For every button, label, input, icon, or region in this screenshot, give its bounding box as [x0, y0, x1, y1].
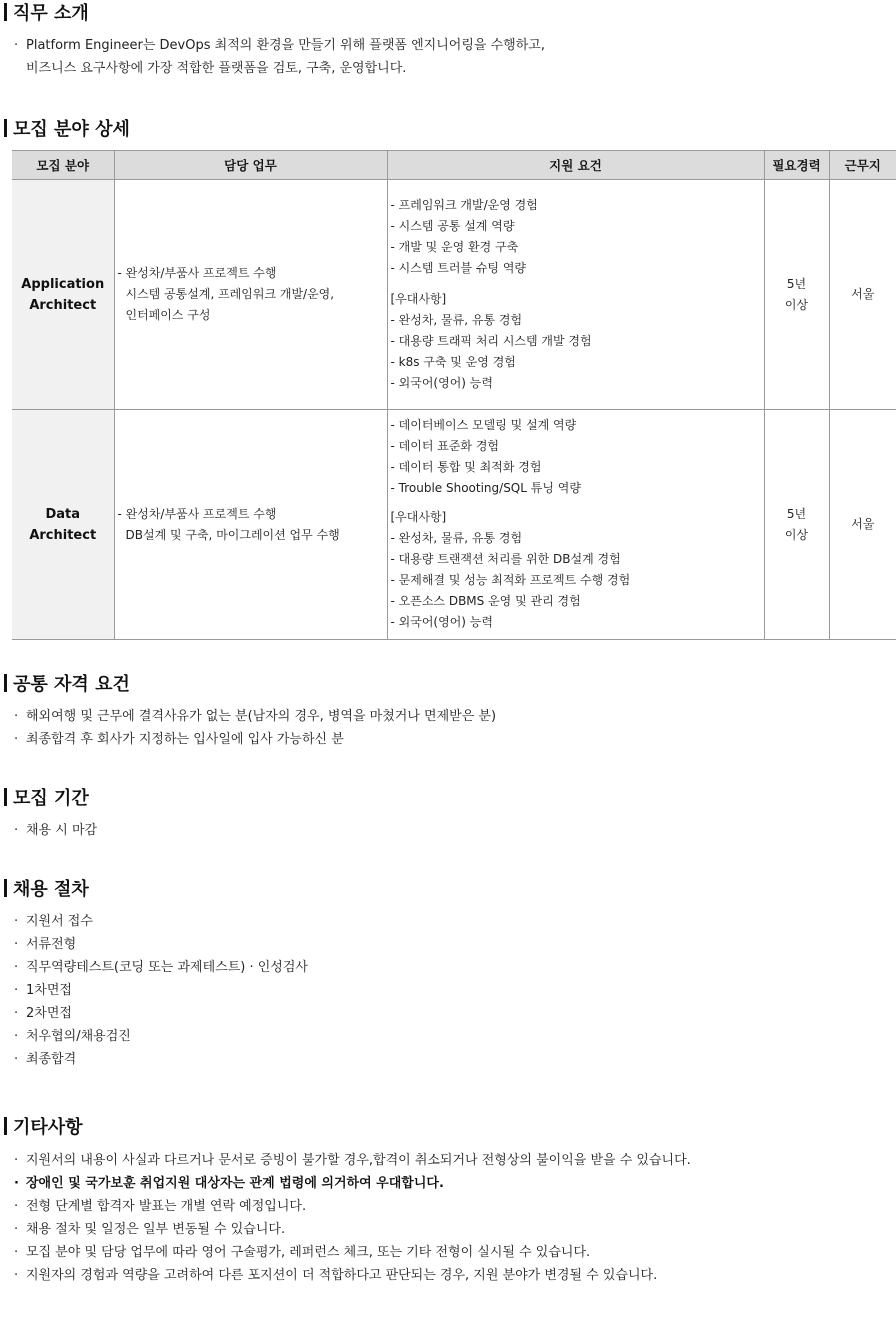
- section-bar: [4, 674, 7, 692]
- table-row: [12, 410, 896, 640]
- recruit-table: [12, 150, 896, 640]
- intro-line: 비즈니스 요구사항에 가장 적합한 플랫폼을 검토, 구축, 운영합니다.: [26, 61, 407, 76]
- duty-cell: [114, 180, 387, 410]
- list-item-emphasis: [14, 1172, 444, 1195]
- bullet: ·: [14, 937, 19, 952]
- field-name: Architect: [29, 527, 97, 543]
- list-item-text: 2차면접: [26, 1006, 72, 1021]
- list-item: [14, 956, 308, 979]
- header-duty: 담당 업무: [114, 151, 387, 180]
- section-title-process: [4, 878, 89, 902]
- table-row: [12, 180, 896, 410]
- section-bar: [4, 119, 7, 137]
- intro-line-text: Platform Engineer는 DevOps 최적의 환경을 만들기 위해 플랫폼 엔지니어링을 수행하고,: [26, 38, 545, 53]
- bullet: ·: [14, 1006, 19, 1021]
- requirement-line: - Trouble Shooting/SQL 튜닝 역량: [390, 481, 581, 495]
- list-item-text: 모집 분야 및 담당 업무에 따라 영어 구술평가, 레퍼런스 체크, 또는 기타 전형이 실시될 수 있습니다.: [26, 1245, 591, 1260]
- bullet: ·: [14, 1153, 19, 1168]
- list-item: [14, 728, 344, 751]
- duty-line: 시스템 공통설계, 프레임워크 개발/운영,: [125, 287, 335, 301]
- requirements-cell: [387, 180, 764, 410]
- bullet: ·: [14, 709, 19, 724]
- header-location: 근무지: [829, 151, 896, 180]
- preference-line: - 완성차, 물류, 유통 경험: [390, 313, 523, 327]
- bullet: ·: [14, 1245, 19, 1260]
- bullet: ·: [14, 1199, 19, 1214]
- section-title-text: 모집 기간: [13, 788, 89, 809]
- list-item-text: 채용 시 마감: [26, 823, 98, 838]
- career-cell: [764, 180, 829, 410]
- list-item: [14, 1149, 691, 1172]
- requirement-line: - 데이터베이스 모델링 및 설계 역량: [390, 418, 577, 432]
- bullet: ·: [14, 1222, 19, 1237]
- bullet: ·: [14, 914, 19, 929]
- list-item-text: 직무역량테스트(코딩 또는 과제테스트) · 인성검사: [26, 960, 308, 975]
- career-value: 5년: [786, 276, 807, 291]
- section-title-intro: [4, 2, 89, 26]
- section-title-etc: [4, 1116, 83, 1140]
- list-item: [14, 1025, 131, 1048]
- field-name: Data: [45, 506, 81, 522]
- section-bar: [4, 1117, 7, 1135]
- list-item: [14, 910, 93, 933]
- preference-line: - 대용량 트래픽 처리 시스템 개발 경험: [390, 334, 592, 348]
- requirement-line: - 개발 및 운영 환경 구축: [390, 240, 519, 254]
- list-item: [14, 1264, 657, 1287]
- field-name: Architect: [29, 297, 97, 313]
- list-item: [14, 1218, 285, 1241]
- list-item-text: 최종합격: [26, 1052, 77, 1067]
- location-cell: 서울: [829, 410, 896, 640]
- list-item-text: 해외여행 및 근무에 결격사유가 없는 분(남자의 경우, 병역을 마쳤거나 면제받은 분): [26, 709, 497, 724]
- section-title-common: [4, 673, 130, 697]
- list-item: [14, 1241, 590, 1264]
- list-item-text: 1차면접: [26, 983, 72, 998]
- preference-line: - 문제해결 및 성능 최적화 프로젝트 수행 경험: [390, 573, 631, 587]
- list-item-text: 지원자의 경험과 역량을 고려하여 다른 포지션이 더 적합하다고 판단되는 경우, 지원 분야가 변경될 수 있습니다.: [26, 1268, 658, 1283]
- bullet: ·: [14, 960, 19, 975]
- requirement-line: - 데이터 표준화 경험: [390, 439, 500, 453]
- career-value: 5년: [786, 506, 807, 521]
- bullet: ·: [14, 1176, 19, 1191]
- list-item-text: 채용 절차 및 일정은 일부 변동될 수 있습니다.: [26, 1222, 286, 1237]
- list-item: [14, 979, 72, 1002]
- field-cell: [12, 410, 114, 640]
- section-title-detail: [4, 118, 130, 142]
- preference-label: [우대사항]: [390, 510, 447, 524]
- list-item-text: 처우협의/채용검진: [26, 1029, 131, 1044]
- bullet: ·: [14, 38, 19, 53]
- preference-line: - 외국어(영어) 능력: [390, 615, 493, 629]
- list-item: [14, 1002, 72, 1025]
- duty-line: 인터페이스 구성: [125, 308, 211, 322]
- header-requirements: 지원 요건: [387, 151, 764, 180]
- field-cell: [12, 180, 114, 410]
- list-item-text: 장애인 및 국가보훈 취업지원 대상자는 관계 법령에 의거하여 우대합니다.: [26, 1176, 444, 1191]
- section-title-text: 기타사항: [13, 1117, 83, 1138]
- bullet: ·: [14, 823, 19, 838]
- header-field: 모집 분야: [12, 151, 114, 180]
- preference-line: - 완성차, 물류, 유통 경험: [390, 531, 523, 545]
- table-header-row: [12, 151, 896, 180]
- preference-line: - 오픈소스 DBMS 운영 및 관리 경험: [390, 594, 581, 608]
- section-bar: [4, 788, 7, 806]
- section-title-text: 공통 자격 요건: [13, 674, 130, 695]
- duty-line: - 완성차/부품사 프로젝트 수행: [117, 506, 277, 521]
- list-item: [14, 819, 97, 842]
- header-career: 필요경력: [764, 151, 829, 180]
- bullet: ·: [14, 1029, 19, 1044]
- duty-cell: [114, 410, 387, 640]
- section-bar: [4, 3, 7, 21]
- bullet: ·: [14, 732, 19, 747]
- preference-line: - 외국어(영어) 능력: [390, 376, 493, 390]
- section-title-text: 모집 분야 상세: [13, 119, 130, 140]
- career-cell: [764, 410, 829, 640]
- list-item-text: 지원서 접수: [26, 914, 93, 929]
- requirement-line: - 데이터 통합 및 최적화 경험: [390, 460, 542, 474]
- preference-line: - k8s 구축 및 운영 경험: [390, 355, 516, 369]
- career-value: 이상: [784, 527, 809, 542]
- preference-line: - 대용량 트랜잭션 처리를 위한 DB설계 경험: [390, 552, 621, 566]
- requirement-line: - 시스템 트러블 슈팅 역량: [390, 261, 527, 275]
- list-item: [14, 705, 496, 728]
- requirement-line: - 프레임워크 개발/운영 경험: [390, 198, 538, 212]
- career-value: 이상: [784, 297, 809, 312]
- section-bar: [4, 879, 7, 897]
- section-title-text: 직무 소개: [13, 3, 89, 24]
- duty-line: - 완성차/부품사 프로젝트 수행: [117, 266, 277, 280]
- list-item: [14, 1048, 76, 1071]
- field-name: Application: [21, 276, 105, 292]
- list-item-text: 최종합격 후 회사가 지정하는 입사일에 입사 가능하신 분: [26, 732, 344, 747]
- section-title-period: [4, 787, 89, 811]
- preference-label: [우대사항]: [390, 292, 447, 306]
- list-item: [14, 933, 76, 956]
- list-item-text: 서류전형: [26, 937, 77, 952]
- list-item: [14, 1195, 306, 1218]
- intro-line: [14, 34, 545, 57]
- bullet: ·: [14, 1268, 19, 1283]
- bullet: ·: [14, 983, 19, 998]
- location-cell: 서울: [829, 180, 896, 410]
- requirements-cell: [387, 410, 764, 640]
- list-item-text: 전형 단계별 합격자 발표는 개별 연락 예정입니다.: [26, 1199, 307, 1214]
- requirement-line: - 시스템 공통 설계 역량: [390, 219, 515, 233]
- bullet: ·: [14, 1052, 19, 1067]
- duty-line: DB설계 및 구축, 마이그레이션 업무 수행: [125, 527, 340, 542]
- list-item-text: 지원서의 내용이 사실과 다르거나 문서로 증빙이 불가할 경우,합격이 취소되거나 전형상의 불이익을 받을 수 있습니다.: [26, 1153, 691, 1168]
- section-title-text: 채용 절차: [13, 879, 89, 900]
